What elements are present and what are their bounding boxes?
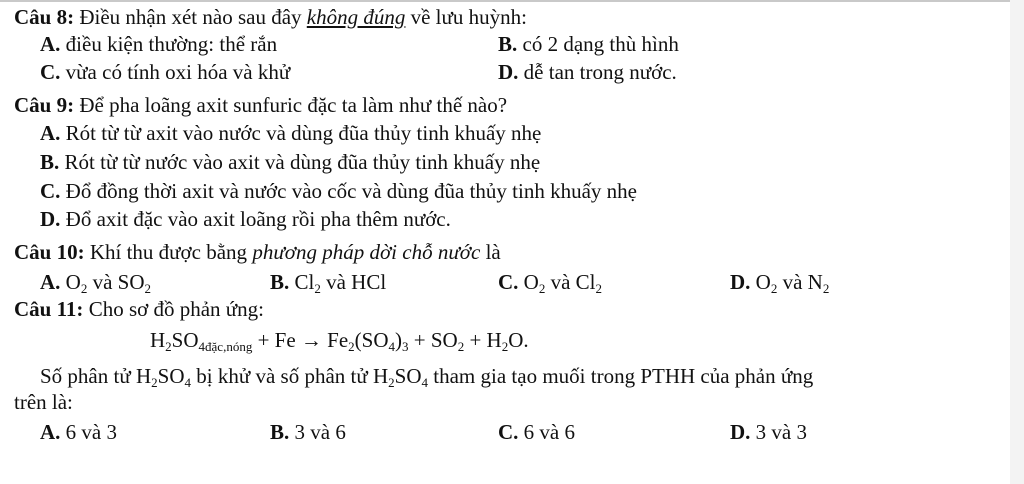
q11-option-d: D. 3 và 3 <box>730 420 807 444</box>
question-11-body-continued: trên là: <box>14 390 73 414</box>
q8-option-a: A. điều kiện thường: thể rắn <box>40 32 278 56</box>
reaction-equation: $H_2SO_{4đặc,nóng} + Fe \to Fe_2(SO_4)_3 + SO_2 + H_2O$. <box>150 328 529 354</box>
question-11-body: Số phân tử $H_2SO_4$ bị khử và số phân tử $H_2SO_4$ tham gia tạo muối trong PTHH của phản ứng <box>40 364 814 390</box>
q10-option-c: C. $O_2$ và $Cl_2$ <box>498 270 603 296</box>
question-8-number: Câu 8: <box>14 5 75 29</box>
q8-option-d: D. dễ tan trong nước. <box>498 60 677 84</box>
emphasis-text: không đúng <box>306 5 406 29</box>
question-8-stem: Câu 8: Điều nhận xét nào sau đây không đúng về lưu huỳnh: <box>14 5 527 29</box>
q9-option-d: D. Đổ axit đặc vào axit loãng rồi pha thêm nước. <box>40 207 451 231</box>
q9-option-b: B. Rót từ từ nước vào axit và dùng đũa thủy tinh khuấy nhẹ <box>40 150 541 174</box>
question-9-number: Câu 9: <box>14 93 75 117</box>
q11-option-a: A. 6 và 3 <box>40 420 117 444</box>
question-10-number: Câu 10: <box>14 240 85 264</box>
question-11-number: Câu 11: <box>14 297 84 321</box>
q9-option-c: C. Đổ đồng thời axit và nước vào cốc và dùng đũa thủy tinh khuấy nhẹ <box>40 179 637 203</box>
q10-option-a: A. $O_2$ và $SO_2$ <box>40 270 152 296</box>
page-top-edge <box>0 0 1024 2</box>
question-11-stem: Câu 11: Cho sơ đồ phản ứng: <box>14 297 265 321</box>
q10-option-b: B. $Cl_2$ và HCl <box>270 270 387 296</box>
q8-option-c: C. vừa có tính oxi hóa và khử <box>40 60 291 84</box>
q11-option-c: C. 6 và 6 <box>498 420 575 444</box>
q9-option-a: A. Rót từ từ axit vào nước và dùng đũa thủy tinh khuấy nhẹ <box>40 121 542 145</box>
question-9-stem: Câu 9: Để pha loãng axit sunfuric đặc ta làm như thế nào? <box>14 93 508 117</box>
page-right-margin <box>1010 0 1024 484</box>
q8-option-b: B. có 2 dạng thù hình <box>498 32 679 56</box>
emphasis-text: phương pháp dời chỗ nước <box>252 240 481 264</box>
q10-option-d: D. $O_2$ và $N_2$ <box>730 270 830 296</box>
q11-option-b: B. 3 và 6 <box>270 420 346 444</box>
question-10-stem: Câu 10: Khí thu được bằng phương pháp dời chỗ nước là <box>14 240 501 264</box>
